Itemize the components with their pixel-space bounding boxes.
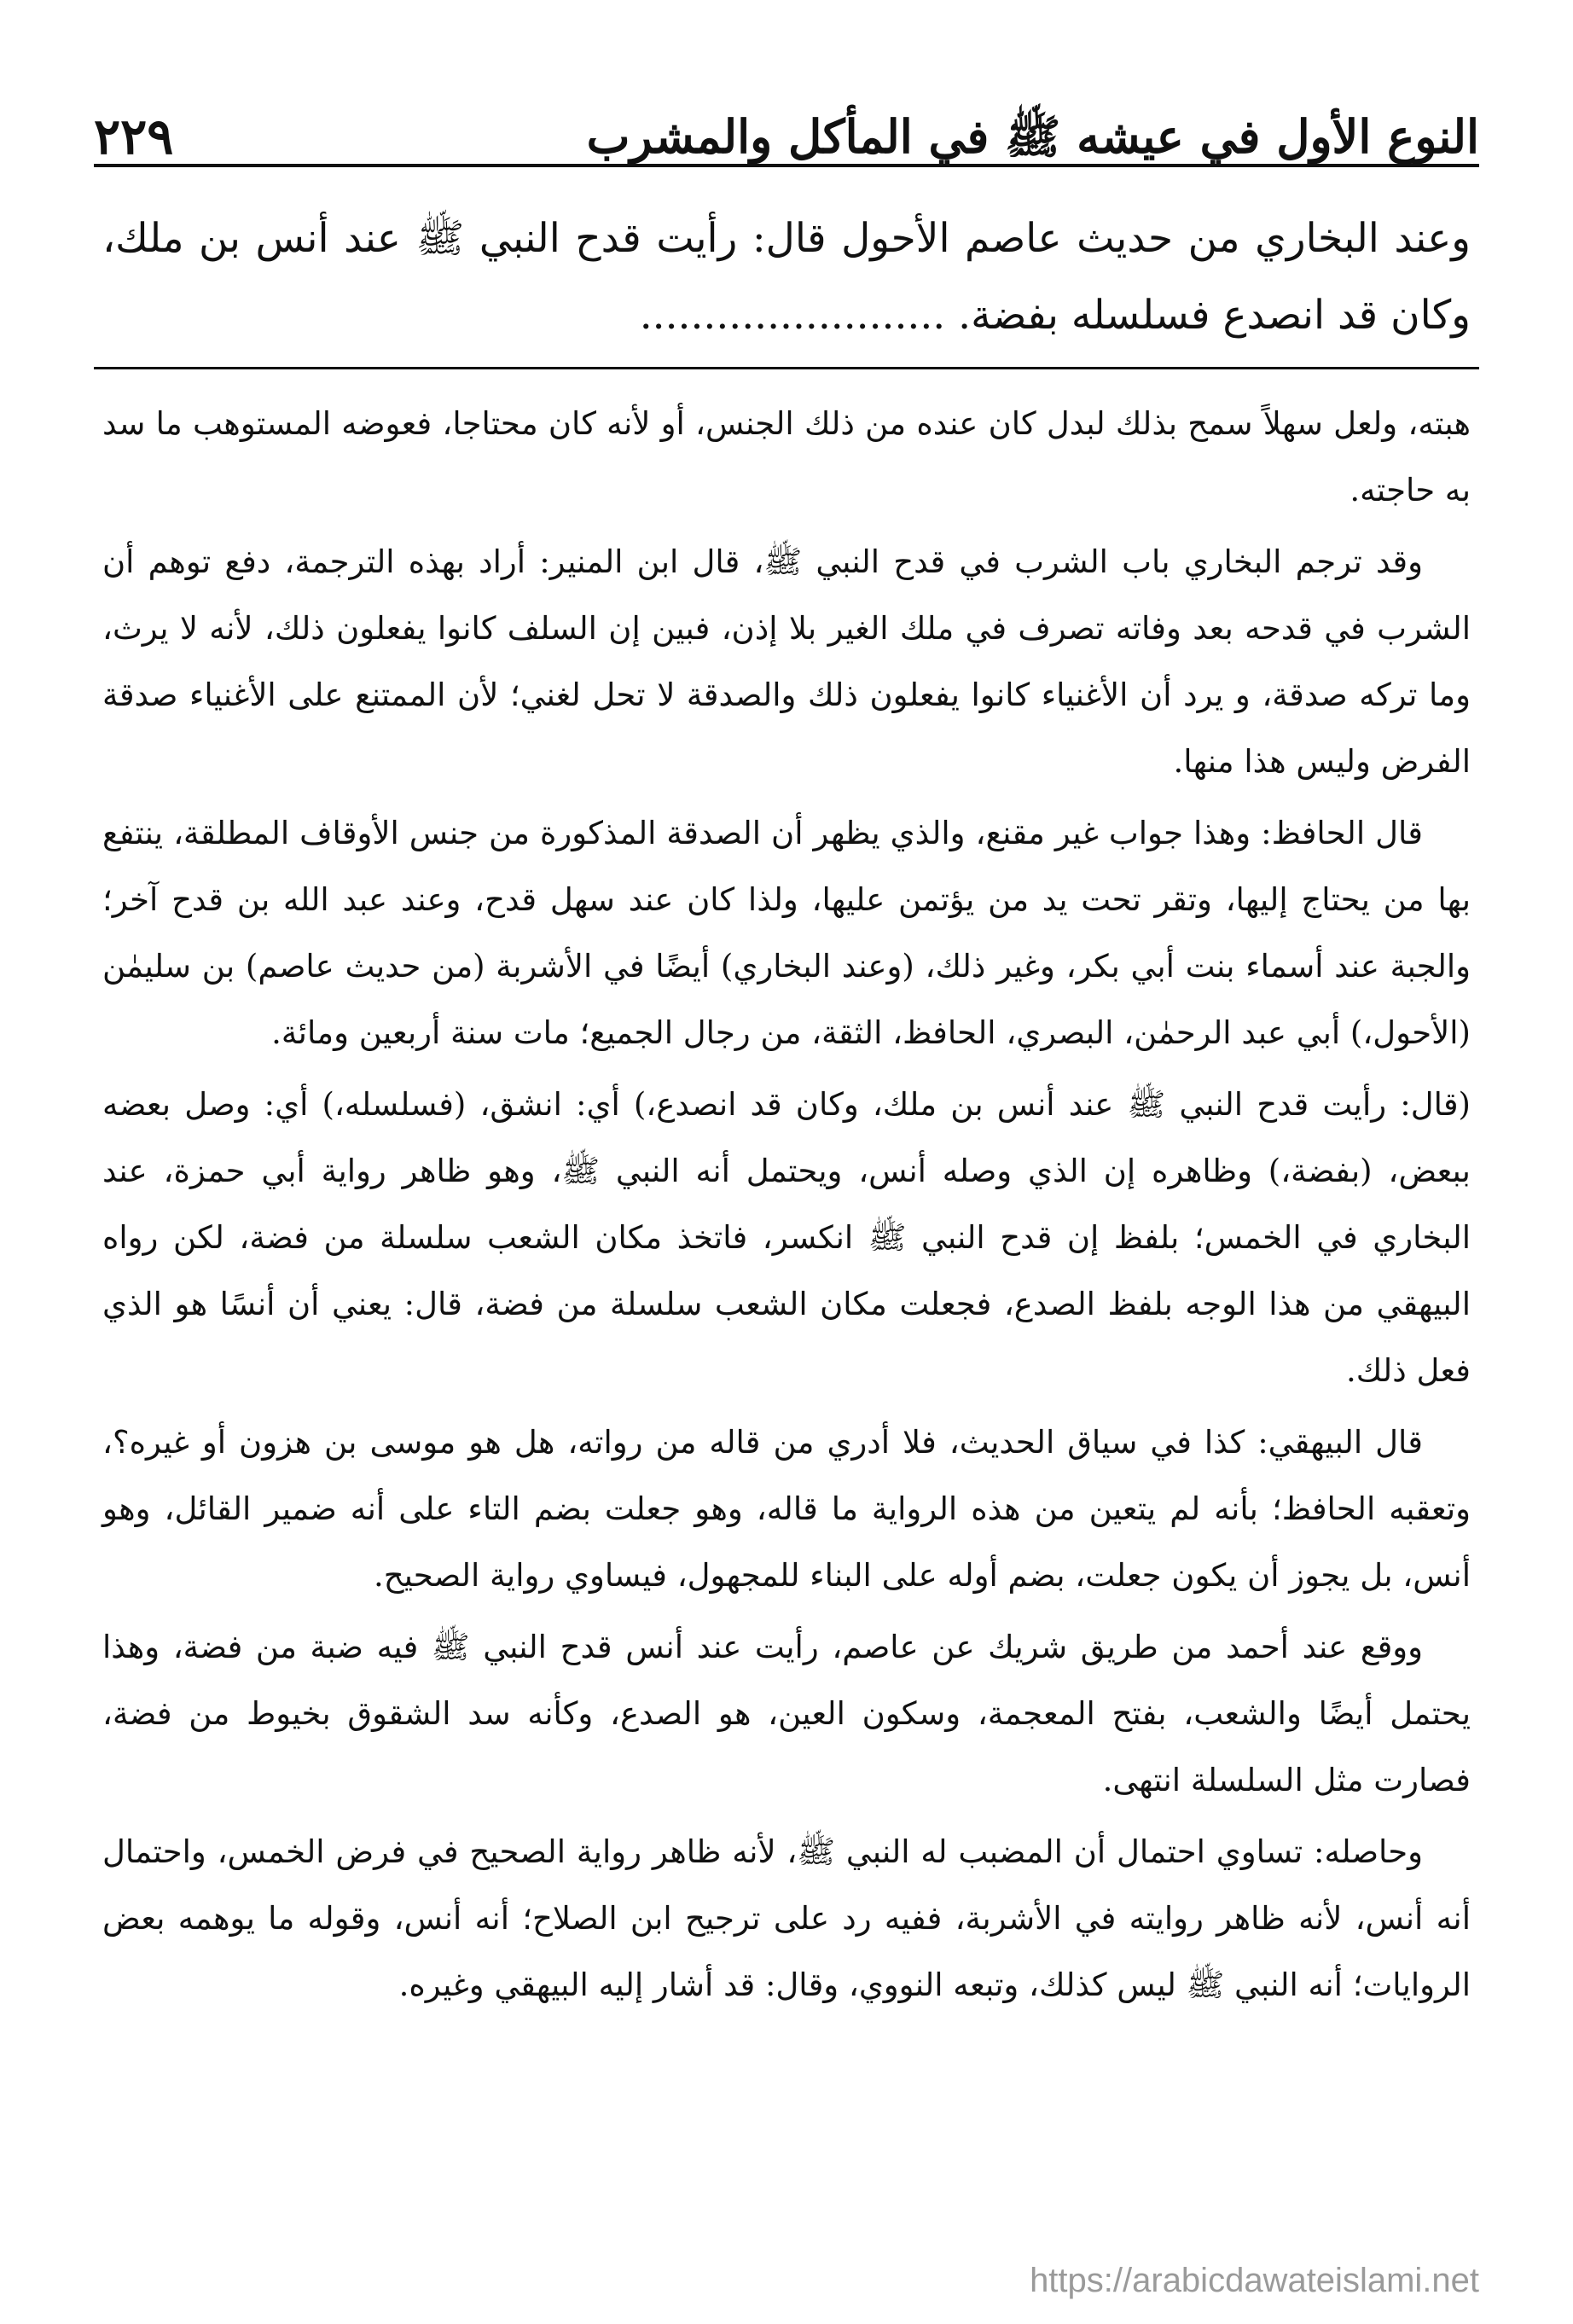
hadith-separator <box>94 367 1479 369</box>
commentary-paragraph-5: قال البيهقي: كذا في سياق الحديث، فلا أدري من قاله من رواته، هل هو موسى بن هزون أو غيره؟، وتعقبه الحافظ؛ بأنه لم يتعين من هذه الرواية ما قاله، وهو جعلت بضم التاء على أنه ضمير القائل، وهو أنس، بل يجوز أن يكون جعلت، بضم أوله على البناء للمجهول، فيساوي رواية الصحيح. <box>102 1424 1471 1594</box>
header-rule <box>94 164 1479 167</box>
commentary-paragraph-6: ووقع عند أحمد من طريق شريك عن عاصم، رأيت عند أنس قدح النبي ﷺ فيه ضبة من فضة، وهذا يحتمل أيضًا والشعب، بفتح المعجمة، وسكون العين، هو الصدع، وكأنه سد الشقوق بخيوط من فضة، فصارت مثل السلسلة انتهى. <box>102 1629 1471 1798</box>
commentary-paragraph-2: وقد ترجم البخاري باب الشرب في قدح النبي ﷺ، قال ابن المنير: أراد بهذه الترجمة، دفع توهم أن الشرب في قدحه بعد وفاته تصرف في ملك الغير بلا إذن، فبين إن السلف كانوا يفعلون ذلك، لأنه لا يرث، وما تركه صدقة، و يرد أن الأغنياء كانوا يفعلون ذلك والصدقة لا تحل لغني؛ لأن الممتنع على الأغنياء صدقة الفرض وليس هذا منها. <box>102 543 1471 780</box>
watermark-url: https://arabicdawateislami.net <box>1030 2262 1479 2299</box>
commentary-paragraph-4: (قال: رأيت قدح النبي ﷺ عند أنس بن ملك، وكان قد انصدع،) أي: انشق، (فسلسله،) أي: وصل بعضه ببعض، (بفضة،) وظاهره إن الذي وصله أنس، ويحتمل أنه النبي ﷺ، وهو ظاهر رواية أبي حمزة، عند البخاري في الخمس؛ بلفظ إن قدح النبي ﷺ انكسر، فاتخذ مكان الشعب سلسلة من فضة، لكن رواه البيهقي من هذا الوجه بلفظ الصدع، فجعلت مكان الشعب سلسلة من فضة، قال: يعني أن أنسًا هو الذي فعل ذلك. <box>102 1086 1471 1389</box>
commentary-paragraph-3: قال الحافظ: وهذا جواب غير مقنع، والذي يظهر أن الصدقة المذكورة من جنس الأوقاف المطلقة، ينتفع بها من يحتاج إليها، وتقر تحت يد من يؤتمن عليها، ولذا كان عند سهل قدح، وعند عبد الله بن قدح آخر؛ والجبة عند أسماء بنت أبي بكر، وغير ذلك، (وعند البخاري) أيضًا في الأشربة (من حديث عاصم) بن سليمٰن (الأحول،) أبي عبد الرحمٰن، البصري، الحافظ، الثقة، من رجال الجميع؛ مات سنة أربعين ومائة. <box>102 815 1471 1051</box>
commentary-paragraph-7: وحاصله: تساوي احتمال أن المضبب له النبي ﷺ، لأنه ظاهر رواية الصحيح في فرض الخمس، واحتمال أنه أنس، لأنه ظاهر روايته في الأشربة، ففيه رد على ترجيح ابن الصلاح؛ أنه أنس، وقوله ما يوهمه بعض الروايات؛ أنه النبي ﷺ ليس كذلك، وتبعه النووي، وقال: قد أشار إليه البيهقي وغيره. <box>102 1833 1471 2003</box>
commentary <box>102 391 1471 2024</box>
page-number: ٢٢٩ <box>94 107 174 166</box>
page-header <box>94 82 1479 164</box>
running-title: النوع الأول في عيشه ﷺ في المأكل والمشرب <box>586 109 1479 164</box>
commentary-paragraph-1: هبته، ولعل سهلاً سمح بذلك لبدل كان عنده من ذلك الجنس، أو لأنه كان محتاجا، فعوضه المستوهب ما سد به حاجته. <box>102 405 1471 508</box>
hadith-text: وعند البخاري من حديث عاصم الأحول قال: رأيت قدح النبي ﷺ عند أنس بن ملك، وكان قد انصدع فسلسله بفضة. ........................ <box>102 215 1471 339</box>
